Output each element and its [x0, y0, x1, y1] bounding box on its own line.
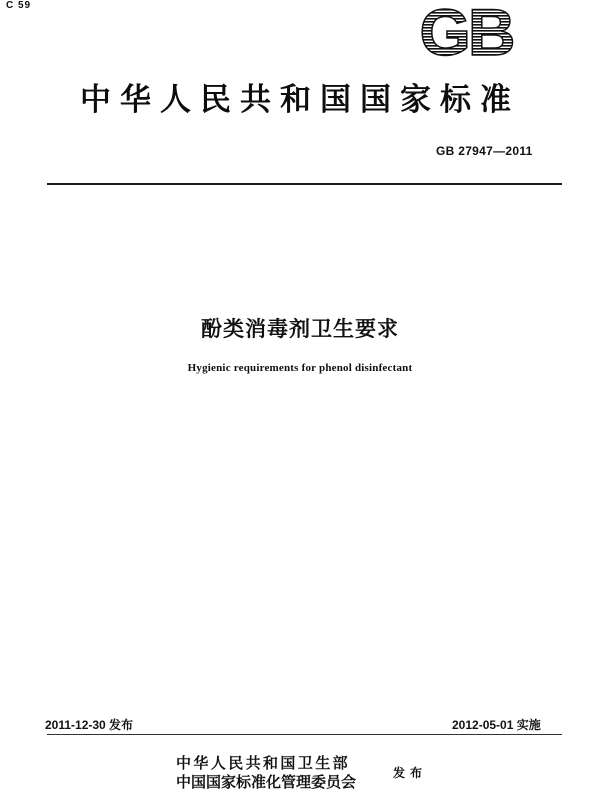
- header-divider: [47, 183, 562, 185]
- national-standard-title: 中华人民共和国国家标准: [80, 82, 520, 118]
- footer-divider: [47, 734, 562, 735]
- issue-date: 2011-12-30 发布: [45, 718, 134, 732]
- gb-logo-text: GB: [419, 0, 513, 62]
- implementation-date: 2012-05-01 实施: [452, 718, 541, 732]
- issuer-block: [176, 754, 356, 792]
- issuer-standardization-administration: 中国国家标准化管理委员会: [176, 773, 357, 791]
- issued-label: 发布: [393, 766, 428, 780]
- gb-logo: [402, 0, 530, 62]
- document-title-english: Hygienic requirements for phenol disinfectant: [187, 362, 413, 374]
- issuer-ministry-of-health: 中华人民共和国卫生部: [176, 754, 351, 772]
- ccs-classification-code: C 59: [6, 0, 32, 11]
- document-title-chinese: 酚类消毒剂卫生要求: [201, 317, 399, 341]
- standard-number: GB 27947—2011: [436, 144, 533, 158]
